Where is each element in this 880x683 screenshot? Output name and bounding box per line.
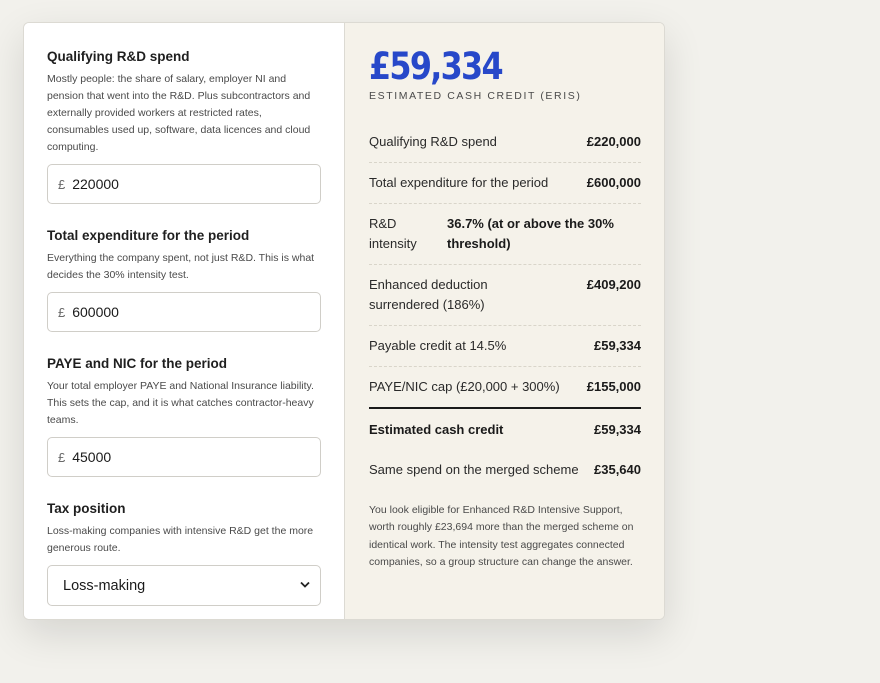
row-value: £220,000 (586, 134, 641, 149)
pound-sign: £ (58, 304, 66, 320)
result-row-payable-credit (369, 326, 641, 367)
row-value: £35,640 (594, 462, 641, 477)
row-label: PAYE/NIC cap (£20,000 + 300%) (369, 379, 560, 394)
result-row-merged-scheme (369, 450, 641, 490)
field-help: Loss-making companies with intensive R&D get the more generous route. (47, 525, 314, 554)
row-label: Payable credit at 14.5% (369, 338, 507, 353)
row-value: £155,000 (586, 379, 641, 394)
field-title: PAYE and NIC for the period (47, 356, 228, 371)
field-help: Your total employer PAYE and National Insurance liability. This sets the cap, and it is what catches contractor-heavy teams. (47, 380, 314, 426)
paye-nic-field (47, 356, 321, 477)
row-value: 36.7% (at or above the 30% threshold) (447, 216, 614, 251)
tax-position-select[interactable] (47, 565, 321, 606)
field-help: Mostly people: the share of salary, employer NI and pension that went into the R&D. Plus subcontractors and externally provided workers at restricted rates, consumables used up, software, data licences and cloud computing. (47, 73, 311, 153)
results-panel (344, 23, 664, 619)
qualifying-spend-input[interactable] (72, 176, 272, 192)
total-expenditure-field (47, 228, 321, 332)
chevron-down-icon (300, 580, 310, 591)
eligibility-note: You look eligible for Enhanced R&D Intensive Support, worth roughly £23,694 more than the merged scheme on identical work. The intensity test aggregates connected companies, so a group structure can change the answer. (369, 504, 634, 568)
field-title: Total expenditure for the period (47, 228, 250, 243)
row-value: £600,000 (586, 175, 641, 190)
row-value: £59,334 (594, 338, 641, 353)
result-row-qualifying (369, 122, 641, 163)
qualifying-spend-field (47, 49, 321, 204)
paye-nic-input[interactable] (72, 449, 272, 465)
pound-sign: £ (58, 449, 66, 465)
qualifying-spend-input-box[interactable] (47, 164, 321, 204)
total-expenditure-input[interactable] (72, 304, 272, 320)
paye-nic-input-box[interactable] (47, 437, 321, 477)
row-label: Total expenditure for the period (369, 175, 549, 190)
total-expenditure-input-box[interactable] (47, 292, 321, 332)
field-title: Tax position (47, 501, 126, 516)
estimated-credit-amount: £59,334 (369, 45, 502, 88)
field-title: Qualifying R&D spend (47, 49, 190, 64)
pound-sign: £ (58, 176, 66, 192)
row-label: R&D intensity (369, 216, 417, 251)
tax-position-selected-value: Loss-making (63, 577, 146, 594)
inputs-panel (24, 23, 344, 619)
row-label: Estimated cash credit (369, 422, 504, 437)
field-help: Everything the company spent, not just R&D. This is what decides the 30% intensity test. (47, 252, 315, 281)
result-row-estimated-credit (369, 409, 641, 450)
tax-position-field (47, 501, 321, 606)
row-label: Same spend on the merged scheme (369, 462, 579, 477)
row-value: £59,334 (594, 422, 641, 437)
result-row-total-expenditure (369, 163, 641, 204)
row-label: Qualifying R&D spend (369, 134, 497, 149)
result-row-enhanced-deduction (369, 265, 641, 326)
result-row-intensity (369, 204, 641, 265)
row-value: £409,200 (586, 277, 641, 292)
estimated-credit-label: ESTIMATED CASH CREDIT (ERIS) (369, 90, 582, 102)
calculator-card (23, 22, 665, 620)
row-label: Enhanced deduction surrendered (186%) (369, 277, 488, 312)
result-row-paye-cap (369, 367, 641, 409)
